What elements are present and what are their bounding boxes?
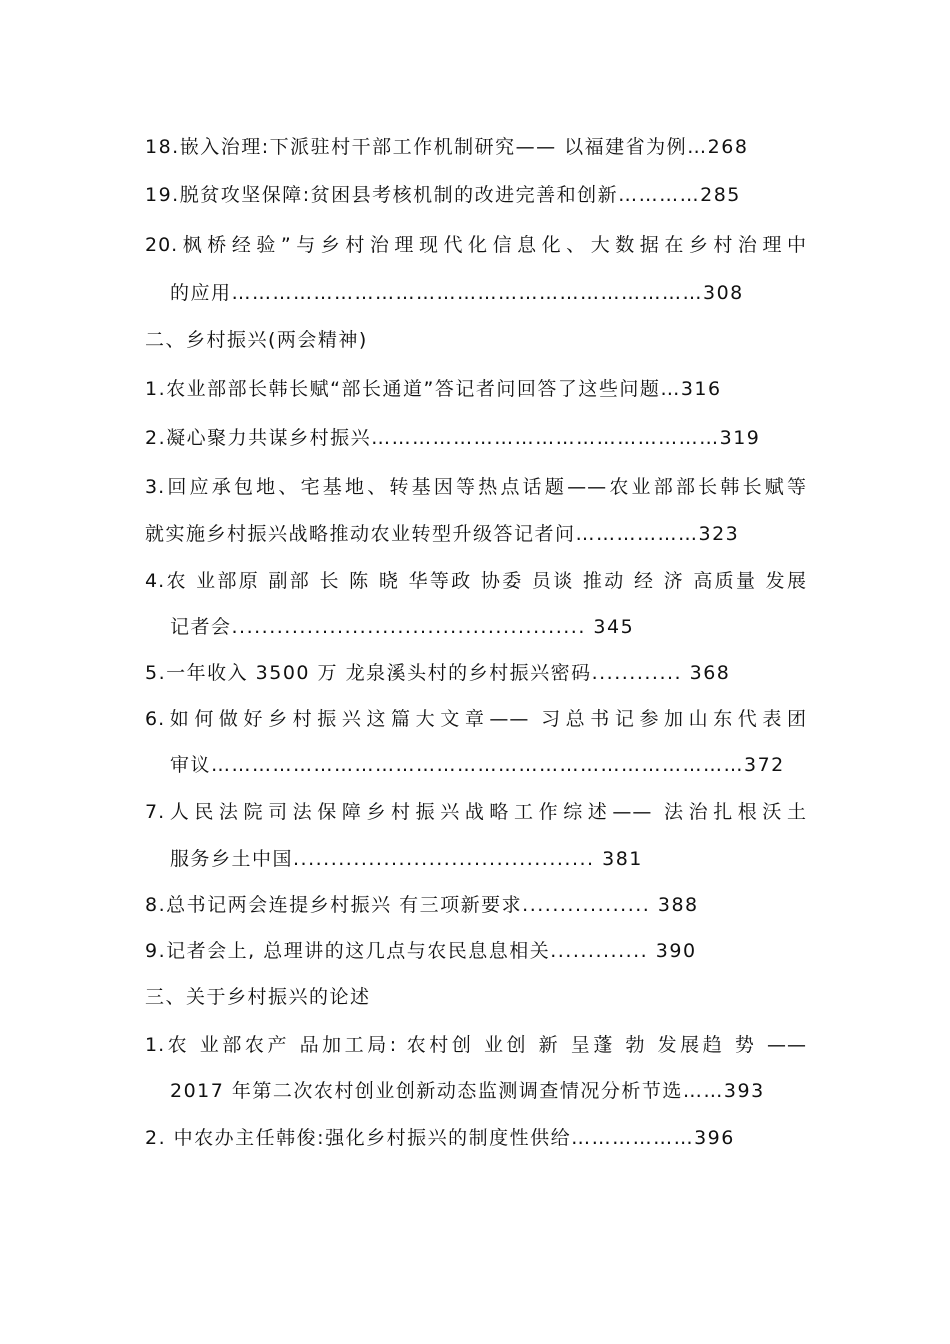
toc-entry-2-3-continued[interactable]: 就实施乡村振兴战略推动农业转型升级答记者问………………323 [145,523,740,545]
toc-entry-2-6-continued[interactable]: 审议……………………………………………………………………372 [170,754,785,776]
toc-entry-2-2[interactable]: 2.凝心聚力共谋乡村振兴……………………………………………319 [145,427,761,449]
toc-entry-2-8[interactable]: 8.总书记两会连提乡村振兴 有三项新要求................. 388 [145,894,699,916]
toc-entry-2-7[interactable]: 7.人民法院司法保障乡村振兴战略工作综述—— 法治扎根沃土 [145,801,807,823]
toc-entry-2-4-continued[interactable]: 记者会............................................... 345 [170,616,635,638]
toc-entry-3-1[interactable]: 1.农 业部农产 品加工局: 农村创 业创 新 呈蓬 勃 发展趋 势 —— [145,1034,807,1056]
toc-entry-18[interactable]: 18.嵌入治理:下派驻村干部工作机制研究—— 以福建省为例…268 [145,136,749,158]
toc-entry-2-7-continued[interactable]: 服务乡土中国........................................ 381 [170,848,643,870]
toc-entry-3-2[interactable]: 2. 中农办主任韩俊:强化乡村振兴的制度性供给………………396 [145,1127,735,1149]
toc-entry-2-5[interactable]: 5.一年收入 3500 万 龙泉溪头村的乡村振兴密码............ 368 [145,662,731,684]
section-heading-3: 三、关于乡村振兴的论述 [145,986,371,1008]
toc-entry-20[interactable]: 20.枫桥经验”与乡村治理现代化信息化、大数据在乡村治理中 [145,234,807,256]
toc-entry-2-3[interactable]: 3.回应承包地、宅基地、转基因等热点话题——农业部部长韩长赋等 [145,476,807,498]
toc-entry-19[interactable]: 19.脱贫攻坚保障:贫困县考核机制的改进完善和创新…………285 [145,184,741,206]
toc-entry-2-1[interactable]: 1.农业部部长韩长赋“部长通道”答记者问回答了这些问题…316 [145,378,722,400]
toc-entry-2-4[interactable]: 4.农 业部原 副部 长 陈 晓 华等政 协委 员谈 推动 经 济 高质量 发展 [145,570,807,592]
section-heading-2: 二、乡村振兴(两会精神) [145,329,368,351]
toc-entry-3-1-continued[interactable]: 2017 年第二次农村创业创新动态监测调查情况分析节选……393 [170,1080,765,1102]
toc-entry-2-6[interactable]: 6.如何做好乡村振兴这篇大文章—— 习总书记参加山东代表团 [145,708,807,730]
toc-entry-2-9[interactable]: 9.记者会上, 总理讲的这几点与农民息息相关............. 390 [145,940,697,962]
toc-entry-20-continued[interactable]: 的应用……………………………………………………………308 [170,282,744,304]
